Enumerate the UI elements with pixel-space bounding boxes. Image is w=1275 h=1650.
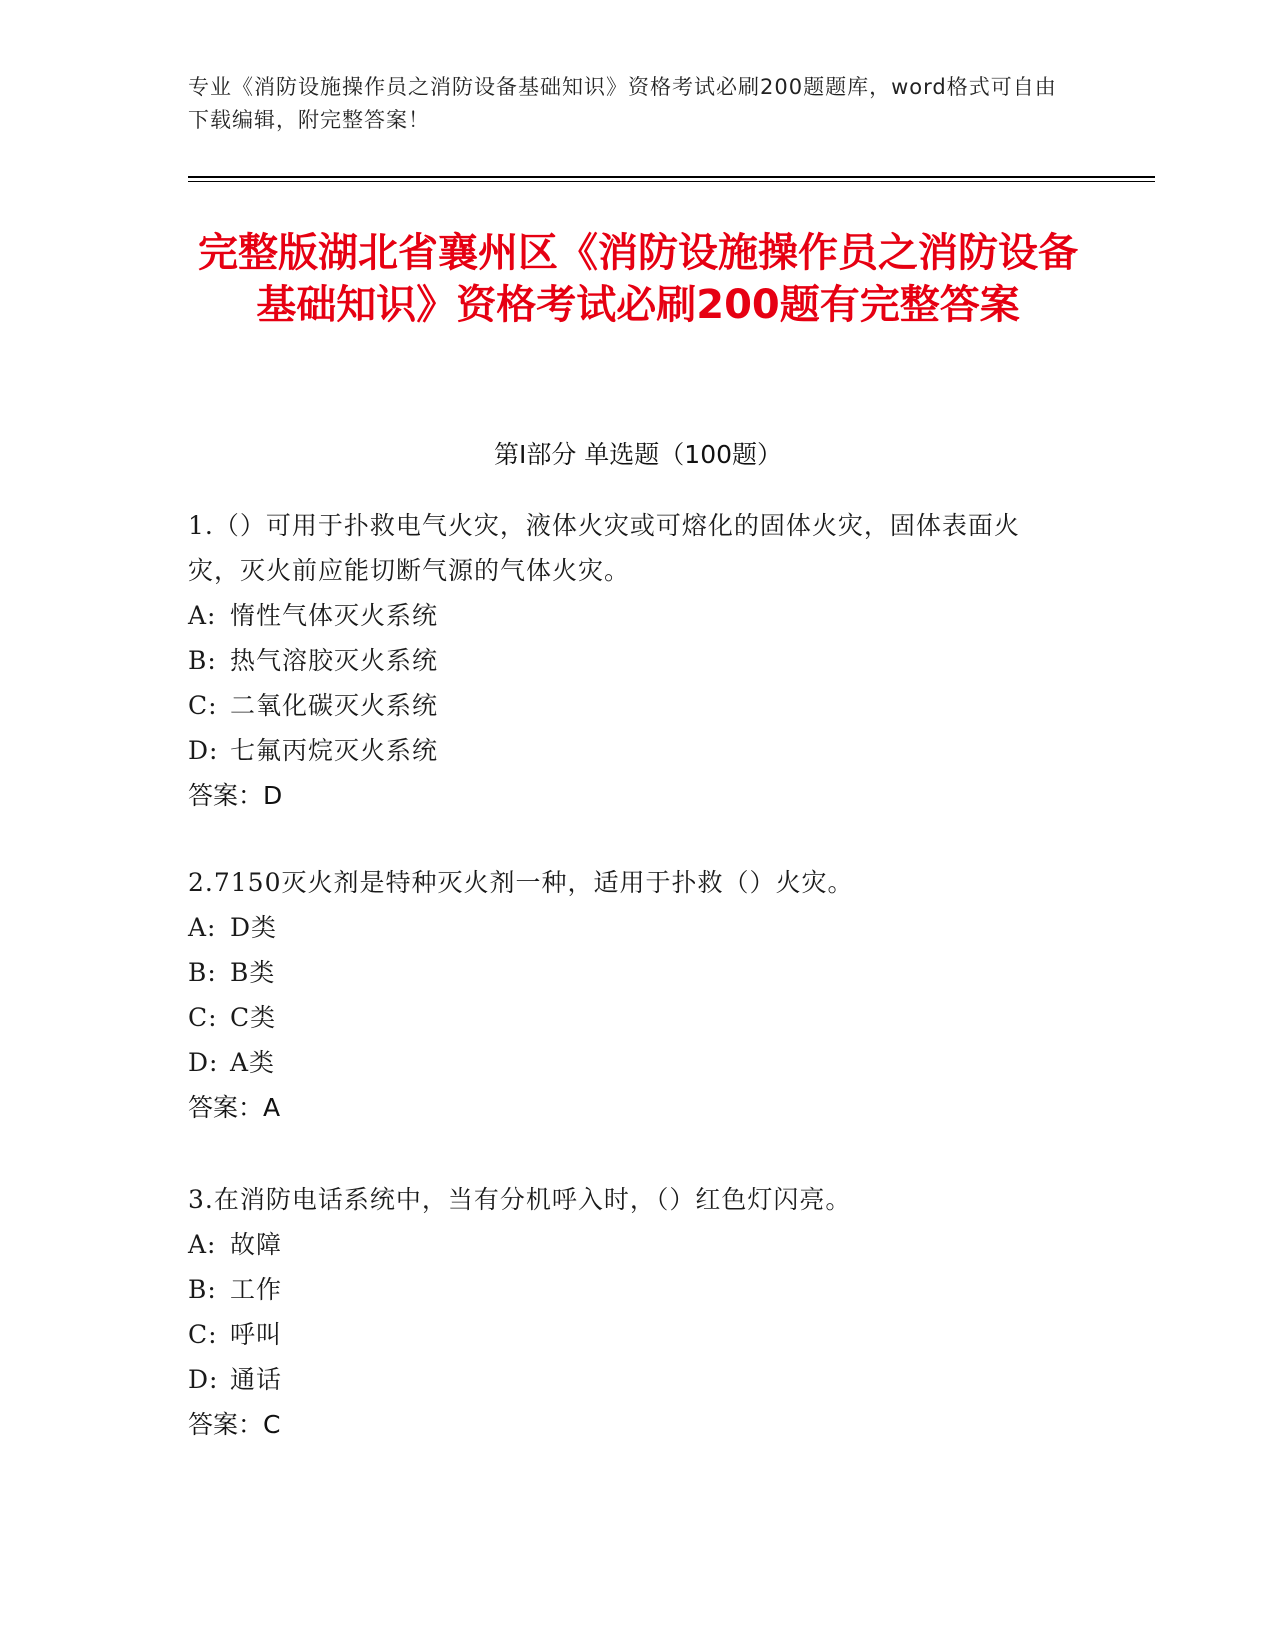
option-text: 热气溶胶灭火系统 (230, 646, 439, 675)
option-letter: A: (188, 1230, 217, 1259)
option-letter: D: (188, 1048, 219, 1077)
option-d (188, 1357, 1068, 1402)
option-letter: C: (188, 691, 218, 720)
option-text: A类 (230, 1048, 276, 1077)
document-title: 完整版湖北省襄州区《消防设施操作员之消防设备基础知识》资格考试必刷200题有完整答案 (198, 230, 1078, 328)
header-divider-thick (188, 176, 1155, 178)
option-b (188, 1267, 1068, 1312)
header-divider-thin (188, 181, 1155, 182)
header-note: 专业《消防设施操作员之消防设备基础知识》资格考试必刷200题题库，word格式可自由下载编辑，附完整答案！ (188, 75, 1057, 132)
option-text: 故障 (230, 1230, 283, 1259)
option-letter: D: (188, 736, 219, 765)
option-letter: C: (188, 1003, 218, 1032)
option-a (188, 593, 1068, 638)
option-text: C类 (230, 1003, 277, 1032)
option-a (188, 1222, 1068, 1267)
option-a (188, 905, 1068, 950)
answer-line: 答案：D (188, 781, 283, 810)
option-c (188, 995, 1068, 1040)
option-letter: D: (188, 1365, 219, 1394)
option-text: 七氟丙烷灭火系统 (230, 736, 439, 765)
question-3 (188, 1177, 1068, 1447)
option-b (188, 950, 1068, 995)
option-text: 二氧化碳灭火系统 (230, 691, 439, 720)
option-text: 通话 (230, 1365, 283, 1394)
option-letter: B: (188, 1275, 217, 1304)
option-d (188, 1040, 1068, 1085)
option-letter: B: (188, 958, 217, 987)
option-b (188, 638, 1068, 683)
option-c (188, 683, 1068, 728)
option-letter: A: (188, 601, 217, 630)
option-c (188, 1312, 1068, 1357)
option-letter: B: (188, 646, 217, 675)
option-letter: C: (188, 1320, 218, 1349)
option-text: 工作 (230, 1275, 283, 1304)
question-stem: 3.在消防电话系统中，当有分机呼入时，（）红色灯闪亮。 (188, 1185, 852, 1214)
section-heading: 第I部分 单选题（100题） (493, 440, 783, 469)
question-stem: 2.7150灭火剂是特种灭火剂一种，适用于扑救（）火灾。 (188, 868, 854, 897)
option-letter: A: (188, 913, 217, 942)
question-1 (188, 503, 1068, 818)
option-d (188, 728, 1068, 773)
answer-line: 答案：C (188, 1410, 281, 1439)
answer-line: 答案：A (188, 1093, 281, 1122)
question-stem: 1.（）可用于扑救电气火灾，液体火灾或可熔化的固体火灾，固体表面火灾，灭火前应能切断气源的气体火灾。 (188, 511, 1020, 585)
option-text: 惰性气体灭火系统 (230, 601, 439, 630)
option-text: D类 (230, 913, 278, 942)
option-text: 呼叫 (230, 1320, 283, 1349)
option-text: B类 (230, 958, 276, 987)
question-2 (188, 860, 1068, 1130)
